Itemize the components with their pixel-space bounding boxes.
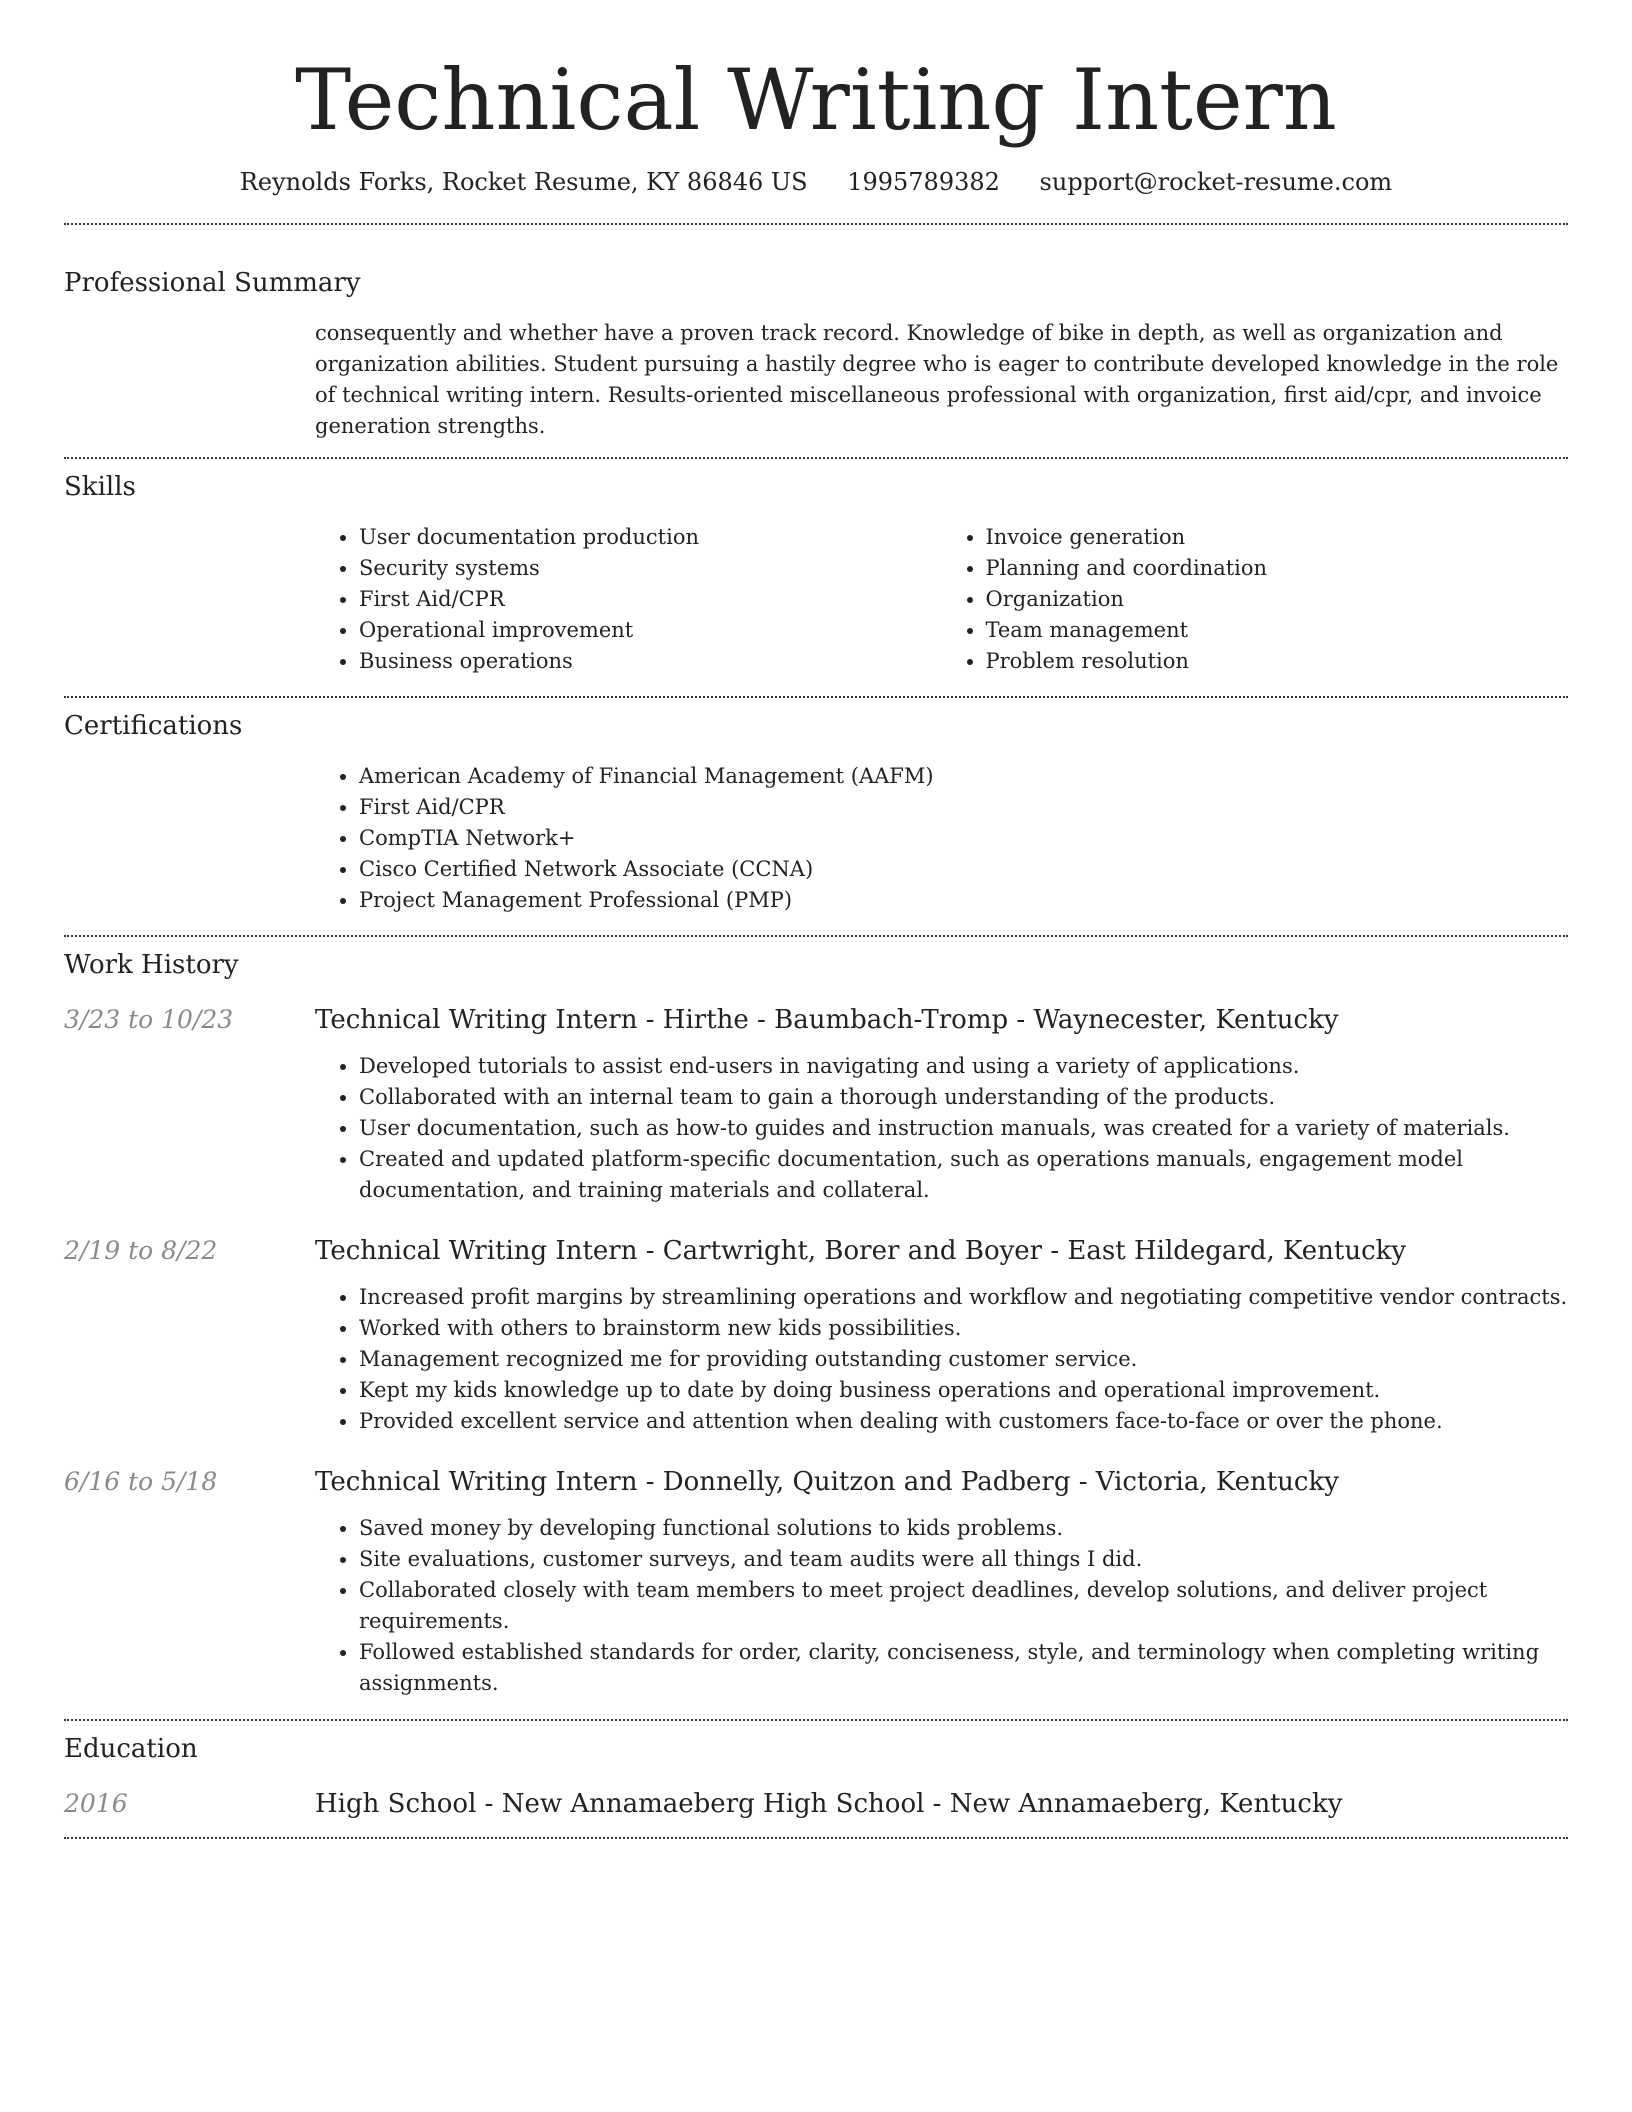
skill-item: • Business operations — [359, 646, 942, 677]
job-bullet: • Kept my kids knowledge up to date by doing business operations and operational improvement. — [359, 1375, 1568, 1406]
skill-item: • Planning and coordination — [986, 553, 1569, 584]
certifications-section — [64, 708, 1568, 916]
divider — [64, 1719, 1568, 1721]
divider — [64, 457, 1568, 459]
job-bullet: • Created and updated platform-specific documentation, such as operations manuals, engagement model documentation, and training materials and collateral. — [359, 1144, 1568, 1206]
job-bullet: • Developed tutorials to assist end-users in navigating and using a variety of applications. — [359, 1051, 1568, 1082]
skills-list-right — [942, 522, 1569, 677]
contact-email: support@rocket-resume.com — [1039, 167, 1393, 196]
certification-item: • Cisco Certified Network Associate (CCNA) — [359, 854, 1568, 885]
certification-item: • American Academy of Financial Management (AAFM) — [359, 761, 1568, 792]
skill-item: • Security systems — [359, 553, 942, 584]
divider — [64, 696, 1568, 698]
skills-list-left — [315, 522, 942, 677]
job-employer: - Donnelly, Quitzon and Padberg - Victoria, Kentucky — [637, 1466, 1339, 1497]
job-title — [315, 1465, 1568, 1499]
job-dates: 6/16 to 5/18 — [64, 1466, 218, 1496]
certification-item: • CompTIA Network+ — [359, 823, 1568, 854]
job-bullet: • Followed established standards for order, clarity, conciseness, style, and terminology when completing writing assignments. — [359, 1637, 1568, 1699]
skill-item: • Problem resolution — [986, 646, 1569, 677]
skills-section — [64, 469, 1568, 677]
resume-page — [64, 0, 1568, 1839]
certifications-title: Certifications — [64, 710, 243, 741]
job-bullet: • Site evaluations, customer surveys, and team audits were all things I did. — [359, 1544, 1568, 1575]
job-entry — [64, 1465, 1568, 1699]
certifications-list — [315, 761, 1568, 916]
work-history-section — [64, 947, 1568, 1699]
certification-item: • First Aid/CPR — [359, 792, 1568, 823]
education-year: 2016 — [64, 1788, 128, 1818]
skill-item: • User documentation production — [359, 522, 942, 553]
skill-item: • Operational improvement — [359, 615, 942, 646]
job-title — [315, 1003, 1568, 1037]
job-bullets — [315, 1282, 1568, 1437]
job-role: Technical Writing Intern — [315, 1235, 638, 1266]
job-entry — [64, 1234, 1568, 1437]
job-dates: 3/23 to 10/23 — [64, 1004, 234, 1034]
job-role: Technical Writing Intern — [315, 1466, 638, 1497]
skills-title: Skills — [64, 471, 136, 502]
job-bullet: • Worked with others to brainstorm new kids possibilities. — [359, 1313, 1568, 1344]
job-role: Technical Writing Intern — [315, 1004, 638, 1035]
job-title — [315, 1234, 1568, 1268]
job-employer: - Cartwright, Borer and Boyer - East Hildegard, Kentucky — [637, 1235, 1407, 1266]
job-bullet: • Increased profit margins by streamlining operations and workflow and negotiating competitive vendor contracts. — [359, 1282, 1568, 1313]
skills-grid — [315, 522, 1568, 677]
work-history-title: Work History — [64, 949, 239, 980]
resume-name: Technical Writing Intern — [295, 51, 1337, 149]
skill-item: • Organization — [986, 584, 1569, 615]
job-bullet: • Collaborated with an internal team to gain a thorough understanding of the products. — [359, 1082, 1568, 1113]
contact-address: Reynolds Forks, Rocket Resume, KY 86846 US — [239, 167, 808, 196]
skill-item: • Invoice generation — [986, 522, 1569, 553]
job-bullet: • Management recognized me for providing outstanding customer service. — [359, 1344, 1568, 1375]
job-dates: 2/19 to 8/22 — [64, 1235, 218, 1265]
education-section — [64, 1731, 1568, 1821]
job-bullets — [315, 1513, 1568, 1699]
job-employer: - Hirthe - Baumbach-Tromp - Waynecester, Kentucky — [637, 1004, 1339, 1035]
divider — [64, 223, 1568, 225]
job-bullet: • Provided excellent service and attention when dealing with customers face-to-face or over the phone. — [359, 1406, 1568, 1437]
job-bullet: • Saved money by developing functional solutions to kids problems. — [359, 1513, 1568, 1544]
education-title: Education — [64, 1733, 198, 1764]
job-bullet: • Collaborated closely with team members to meet project deadlines, develop solutions, and deliver project requirements. — [359, 1575, 1568, 1637]
certification-item: • Project Management Professional (PMP) — [359, 885, 1568, 916]
job-bullets — [315, 1051, 1568, 1206]
summary-section — [64, 265, 1568, 442]
skill-item: • Team management — [986, 615, 1569, 646]
job-entry — [64, 1003, 1568, 1206]
contact-phone: 1995789382 — [847, 167, 1000, 196]
job-bullet: • User documentation, such as how-to guides and instruction manuals, was created for a variety of materials. — [359, 1113, 1568, 1144]
divider — [64, 1837, 1568, 1839]
contact-line — [64, 165, 1568, 199]
education-entry — [64, 1787, 1568, 1821]
summary-text: consequently and whether have a proven track record. Knowledge of bike in depth, as well as organization and organization abilities. Student pursuing a hastily degree who is eager to contribute developed knowledge in the role of technical writing intern. Results-oriented miscellaneous professional with organization, first aid/cpr, and invoice generation strengths. — [315, 320, 1559, 438]
skill-item: • First Aid/CPR — [359, 584, 942, 615]
education-detail: High School - New Annamaeberg High School - New Annamaeberg, Kentucky — [315, 1788, 1343, 1819]
summary-title: Professional Summary — [64, 267, 361, 298]
divider — [64, 935, 1568, 937]
